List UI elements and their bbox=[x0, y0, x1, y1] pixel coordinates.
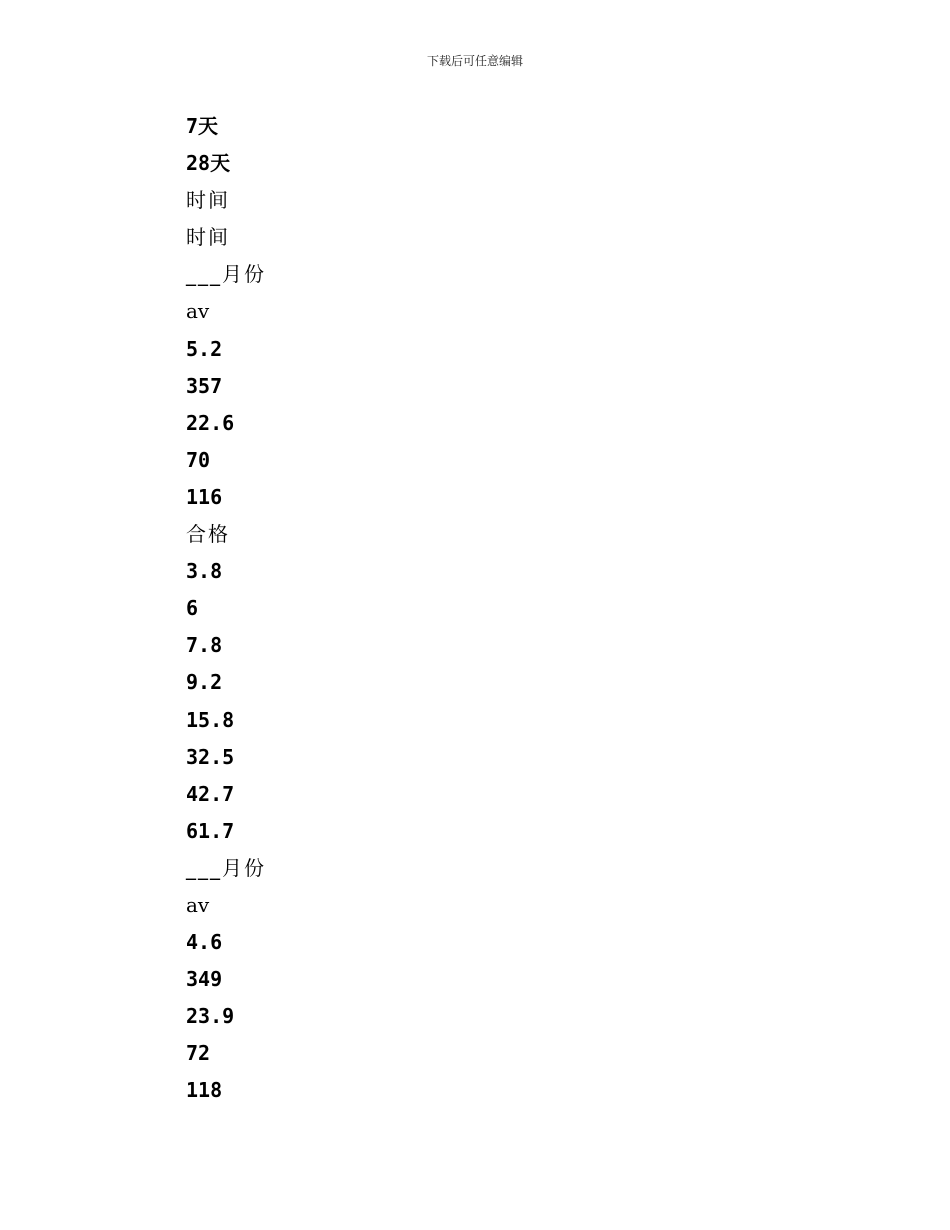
text-line: 时间 bbox=[186, 225, 230, 250]
text-line: av bbox=[186, 892, 210, 917]
document-body bbox=[186, 111, 686, 1113]
text-line: 70 bbox=[186, 447, 211, 472]
text-line: ___月份 bbox=[186, 262, 266, 287]
text-line: 23.9 bbox=[186, 1004, 235, 1029]
text-line: 22.6 bbox=[186, 410, 235, 435]
text-line: 28天 bbox=[186, 151, 231, 176]
text-line: 7天 bbox=[186, 114, 219, 138]
text-line: 合格 bbox=[186, 522, 230, 547]
text-line: 7.8 bbox=[186, 633, 223, 658]
text-line: 15.8 bbox=[186, 707, 235, 732]
text-line: 9.2 bbox=[186, 670, 223, 695]
text-line: 42.7 bbox=[186, 781, 235, 806]
text-line: av bbox=[186, 299, 210, 324]
text-line: 6 bbox=[186, 596, 199, 621]
text-line: 116 bbox=[186, 484, 223, 509]
text-line: 61.7 bbox=[186, 818, 235, 843]
text-line: 357 bbox=[186, 373, 223, 398]
text-line: 4.6 bbox=[186, 930, 223, 955]
text-line: 349 bbox=[186, 967, 223, 992]
text-line: 5.2 bbox=[186, 336, 223, 361]
text-line: 32.5 bbox=[186, 744, 235, 769]
page-header: 下载后可任意编辑 bbox=[426, 54, 523, 68]
text-line: 118 bbox=[186, 1078, 223, 1103]
text-line: 时间 bbox=[186, 188, 230, 213]
text-line: 72 bbox=[186, 1041, 211, 1066]
text-line: 3.8 bbox=[186, 559, 223, 584]
text-line: ___月份 bbox=[186, 855, 266, 880]
